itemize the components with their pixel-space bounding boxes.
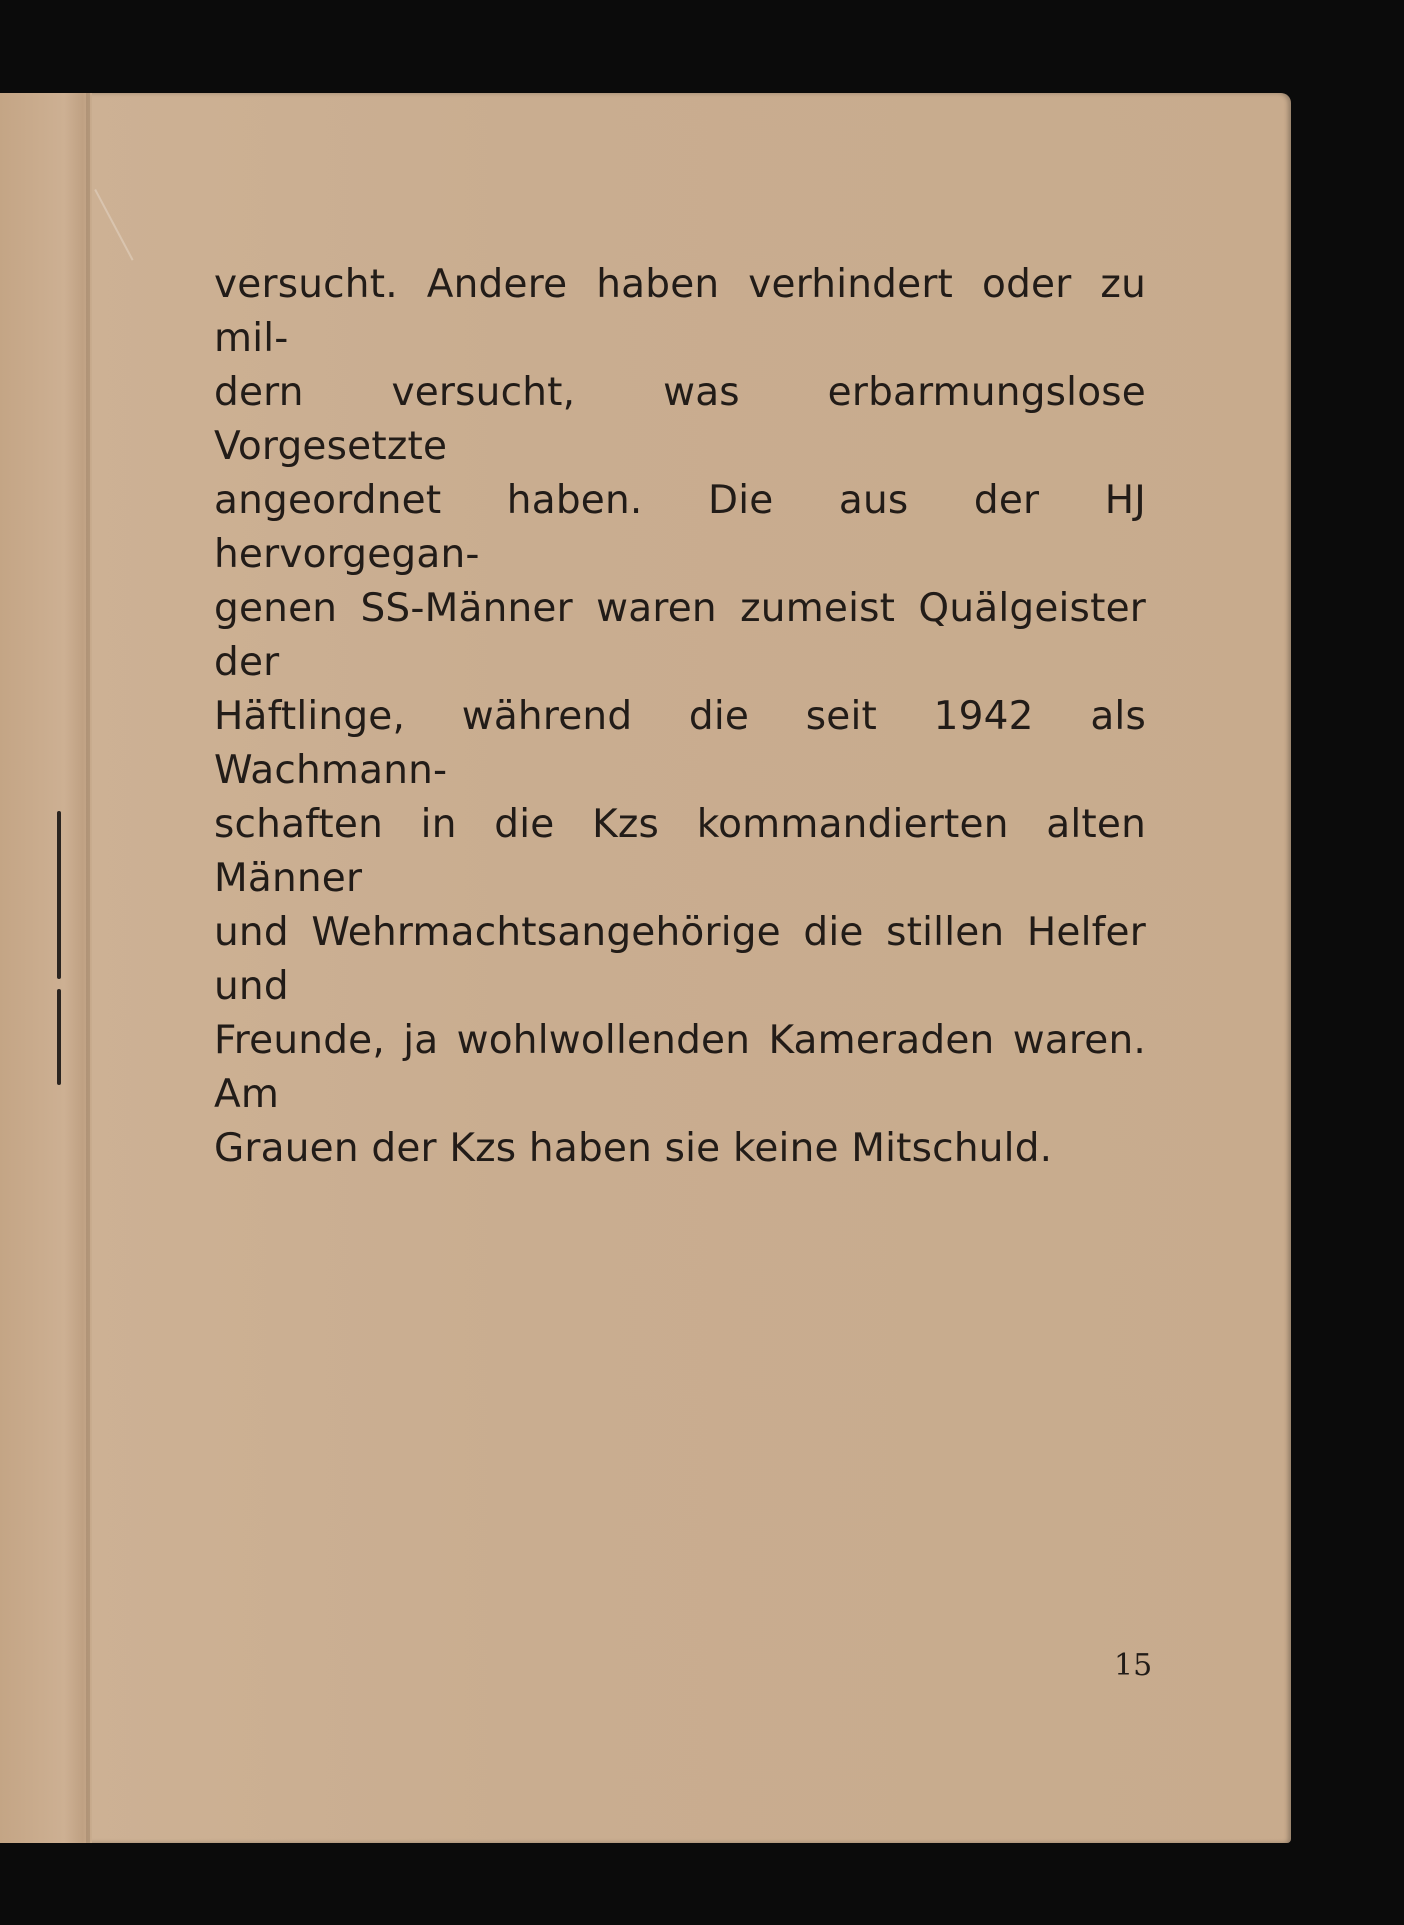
text-line: genen SS-Männer waren zumeist Quälgeister der: [214, 586, 1146, 685]
text-line: Freunde, ja wohlwollenden Kameraden waren. Am: [214, 1018, 1146, 1117]
text-line: schaften in die Kzs kommandierten alten Männer: [214, 802, 1146, 901]
text-line: und Wehrmachtsangehörige die stillen Helfer und: [214, 910, 1146, 1009]
text-line: angeordnet haben. Die aus der HJ hervorgegan-: [214, 478, 1146, 577]
staple-bottom: [57, 989, 61, 1085]
text-line: versucht. Andere haben verhindert oder zu mil-: [214, 262, 1146, 361]
body-paragraph: [214, 258, 1146, 1176]
text-line: Häftlinge, während die seit 1942 als Wachmann-: [214, 694, 1146, 793]
staple-top: [57, 811, 61, 979]
binding-gutter: [0, 93, 92, 1843]
corner-crease: [94, 189, 133, 261]
text-line: dern versucht, was erbarmungslose Vorgesetzte: [214, 370, 1146, 469]
text-line: Grauen der Kzs haben sie keine Mitschuld.: [214, 1126, 1053, 1171]
page-number: 15: [1114, 1648, 1153, 1683]
gutter-fold: [86, 93, 90, 1843]
